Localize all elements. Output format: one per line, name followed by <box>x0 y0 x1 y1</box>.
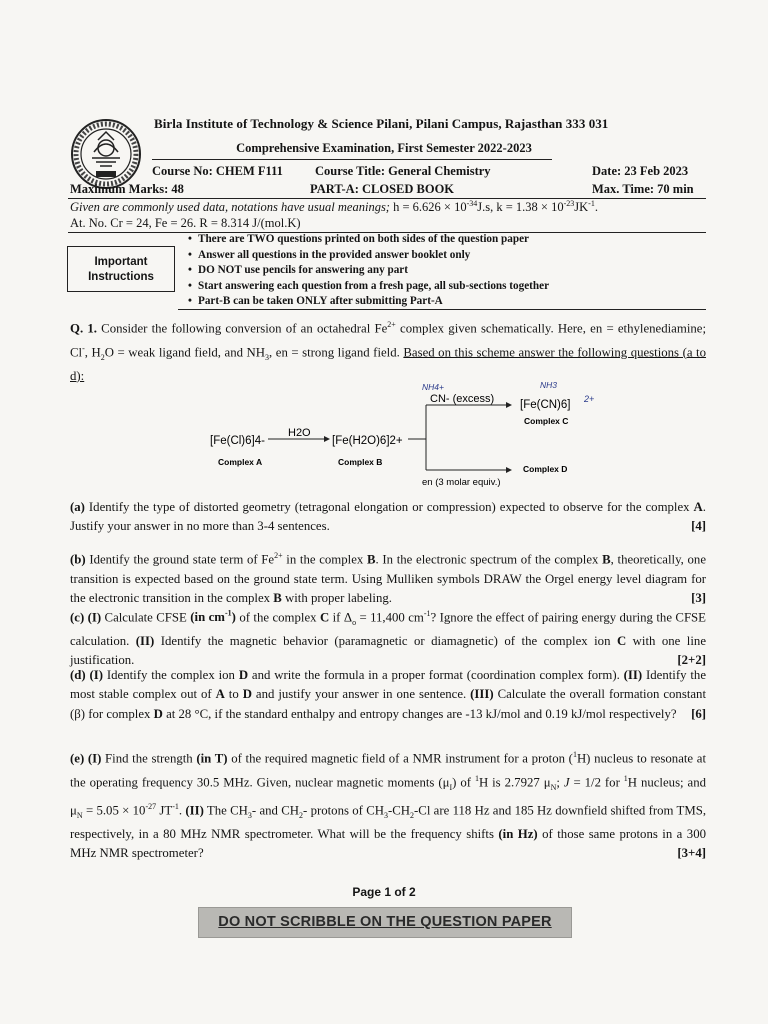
course-title: Course Title: General Chemistry <box>315 164 491 178</box>
exam-title: Comprehensive Examination, First Semester 2022-2023 <box>236 141 532 155</box>
question-b: (b) Identify the ground state term of $Fe^{2+}$ in the complex B. In the electronic spectrum of the complex B, theoretically, one transition is expected based on the ground state term. Using Mulliken symbols DRAW the Orgel energy level diagram for the electronic transition in the complex B with proper labeling. [3] <box>70 546 706 608</box>
divider-3 <box>178 309 706 310</box>
given-data: Given are commonly used data, notations have usual meanings; $h = 6.626 \times 10^{-34}J.s$, $k = 1.38 \times 10^{-23}JK^{-1}$. <box>70 199 598 215</box>
max-marks: Maximum Marks: 48 <box>70 182 184 196</box>
institute-name: Birla Institute of Technology & Science Pilani, Pilani Campus, Rajasthan 333 031 <box>154 116 609 131</box>
instruction-item: • Answer all questions in the provided answer booklet only <box>182 248 549 264</box>
question-1-intro: Q. 1. Consider the following conversion of an octahedral $Fe^{2+}$ complex given schematically. Here, en = ethylenediamine; Cl-, $H_2O$ = weak ligand field, and $NH_3$, en = strong ligand field. Based on this scheme answer the following questions (a to d): <box>70 320 707 383</box>
instructions-label-2: Instructions <box>88 271 154 283</box>
marks-d: [6] <box>691 706 706 721</box>
marks-e: [3+4] <box>677 846 706 861</box>
complex-c-label: Complex C <box>524 416 569 426</box>
marks-b: [3] <box>691 590 706 605</box>
instructions-list <box>182 232 549 310</box>
instructions-label-1: Important <box>94 256 148 268</box>
en-equiv-label: en (3 molar equiv.) <box>422 477 501 488</box>
complex-a-label: Complex A <box>218 457 263 467</box>
h2o-label: H2O <box>288 427 311 439</box>
important-instructions-box <box>67 246 175 292</box>
max-time: Max. Time: 70 min <box>592 182 694 196</box>
page-number: Page 1 of 2 <box>352 885 416 899</box>
handwritten-charge: 2+ <box>584 394 595 404</box>
instruction-item: • DO NOT use pencils for answering any part <box>182 263 549 279</box>
marks-a: [4] <box>691 519 706 534</box>
course-no: Course No: CHEM F111 <box>152 164 283 178</box>
complex-c-formula: [Fe(CN)6] <box>520 399 571 411</box>
instruction-item: • Start answering each question from a fresh page, all sub-sections together <box>182 279 549 295</box>
warning-banner-text: DO NOT SCRIBBLE ON THE QUESTION PAPER <box>218 914 552 930</box>
handwritten-nh4: NH4+ <box>422 382 444 392</box>
instruction-item: • Part-B can be taken ONLY after submitting Part-A <box>182 294 549 310</box>
header-divider <box>152 159 552 160</box>
question-a: (a) Identify the type of distorted geometry (tetragonal elongation or compression) expected to observe for the complex A. Justify your answer in no more than 3-4 sentences. [4] <box>70 498 706 537</box>
complex-d-label: Complex D <box>523 464 568 474</box>
question-d: (d) (I) Identify the complex ion D and write the formula in a proper format (coordination complex form). (II) Identify the most stable complex out of A to D and justify your answer in one sentence. (III) Calculate the overall formation constant (β) for complex D at 28 °C, if the standard enthalpy and entropy changes are -13 kJ/mol and 0.19 kJ/mol respectively? [6] <box>70 666 706 724</box>
exam-date: Date: 23 Feb 2023 <box>592 164 689 178</box>
question-c: (c) (I) Calculate CFSE (in $cm^{-1}$) of the complex C if $\Delta_o = 11,400$ $cm^{-1}$? Ignore the effect of pairing energy during the CFSE calculation. (II) Identify the magnetic behavior (paramagnetic or diamagnetic) of the complex ion C with one line justification. [2+2] <box>70 604 706 671</box>
handwritten-nh3: NH3 <box>540 380 558 390</box>
warning-banner <box>198 907 572 938</box>
complex-b-formula: [Fe(H2O)6]2+ <box>332 435 403 447</box>
atomic-data: At. No. Cr = 24, Fe = 26. R = 8.314 J/(mol.K) <box>70 216 301 230</box>
cn-excess-label: CN- (excess) <box>430 393 495 405</box>
complex-a-formula: [Fe(Cl)6]4- <box>210 435 265 447</box>
marks-c: [2+2] <box>677 653 706 668</box>
question-e: (e) (I) Find the strength (in T) of the required magnetic field of a NMR instrument for a proton ($^1$H) nucleus to resonate at the operating frequency 30.5 MHz. Given, nuclear magnetic moments $(\mu_I)$ of $^1$H is 2.7927 $\mu_N$; J = 1/2 for $^1$H nucleus; and $\mu_N = 5.05 \times 10^{-27}$ $JT^{-1}$. (II) The $CH_3-$ and $CH_2-$ protons of $CH_3-CH_2-Cl$ are 118 Hz and 185 Hz downfield shifted from TMS, respectively, in a 80 MHz NMR spectrometer. What will be the frequency shifts (in Hz) of those same protons in a 300 MHz NMR spectrometer? [3+4] <box>70 745 706 863</box>
reaction-scheme <box>210 378 630 493</box>
part-label: PART-A: CLOSED BOOK <box>310 182 455 196</box>
complex-b-label: Complex B <box>338 457 383 467</box>
instruction-item: • There are TWO questions printed on both sides of the question paper <box>182 232 549 248</box>
